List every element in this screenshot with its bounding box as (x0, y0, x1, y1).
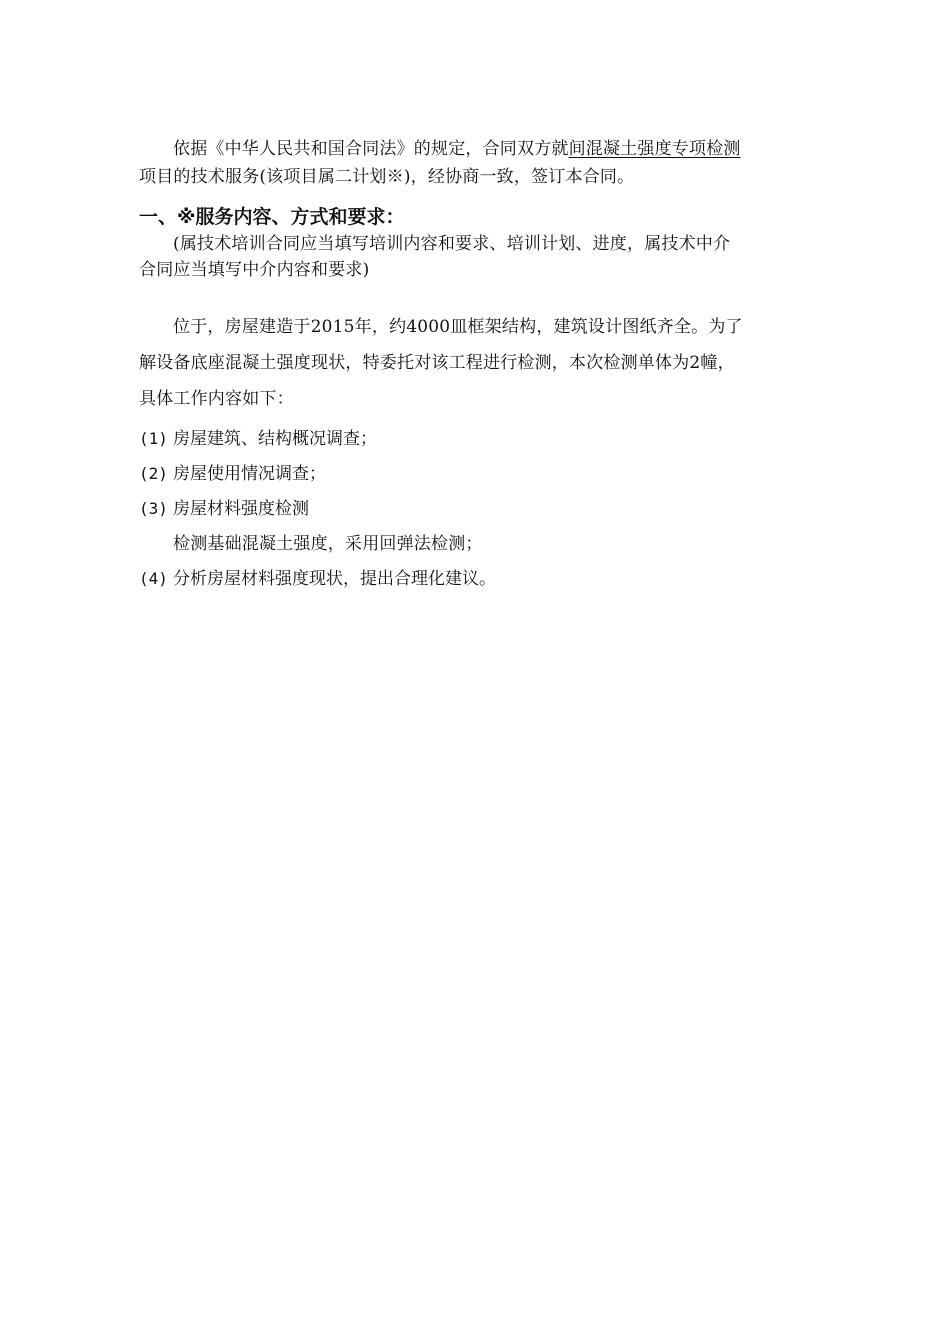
list-item-text: 房屋建筑、结构概况调查； (173, 429, 377, 449)
section-note-line-1: (属技术培训合同应当填写培训内容和要求、培训计划、进度，属技术中介 (173, 234, 731, 254)
list-item-number: (2) (139, 464, 168, 483)
list-item-text: 房屋材料强度检测 (173, 499, 309, 519)
intro-line-2: 项目的技术服务(该项目属二计划※)，经协商一致，签订本合同。 (139, 167, 635, 187)
intro-line-1 (173, 138, 853, 160)
body-paragraph-line-3: 具体工作内容如下： (139, 389, 294, 409)
intro-line-1-prefix: 依据《中华人民共和国合同法》的规定，合同双方就 (173, 139, 569, 159)
body-paragraph-line-2: 解设备底座混凝土强度现状，特委托对该工程进行检测，本次检测单体为2幢， (139, 353, 735, 373)
list-sub-item: 检测基础混凝土强度，采用回弹法检测； (173, 534, 483, 554)
list-item-number: (1) (139, 429, 168, 448)
list-item (139, 463, 326, 485)
list-item-number: (4) (139, 569, 168, 588)
list-item-number: (3) (139, 499, 168, 518)
list-item-text: 房屋使用情况调查； (173, 464, 326, 484)
section-heading: 一、※服务内容、方式和要求： (139, 206, 405, 228)
body-paragraph-line-1: 位于，房屋建造于2015年，约4000皿框架结构，建筑设计图纸齐全。为了 (173, 317, 743, 337)
section-note-line-2: 合同应当填写中介内容和要求) (139, 260, 370, 280)
list-item (139, 568, 496, 590)
list-item-text: 分析房屋材料强度现状，提出合理化建议。 (173, 569, 496, 589)
project-name-underlined: 间混凝土强度专项检测 (568, 139, 741, 159)
list-item (139, 498, 309, 520)
list-item (139, 428, 377, 450)
